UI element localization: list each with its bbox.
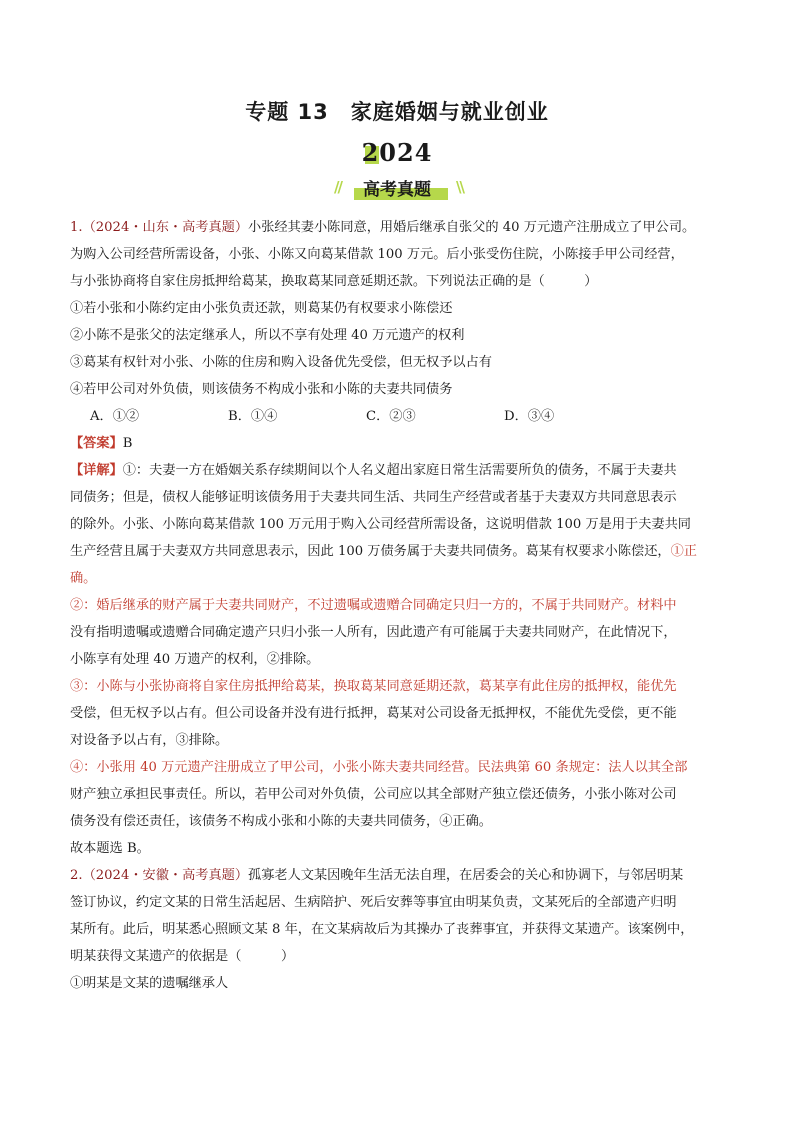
q1-answer <box>70 430 730 457</box>
q2-stem-line: 某所有。此后，明某悉心照顾文某 8 年，在文某病故后为其操办了丧葬事宜，并获得文某遗产。该案例中， <box>70 922 694 937</box>
page-title: 专题 13 家庭婚姻与就业创业 <box>245 100 549 124</box>
q1-detail-line: 【详解】①：夫妻一方在婚姻关系存续期间以个人名义超出家庭日常生活需要所负的债务，不属于夫妻共 <box>70 463 677 478</box>
q1-conclusion: 故本题选 B。 <box>70 841 150 856</box>
q1-stem-line: 为购入公司经营所需设备，小张、小陈又向葛某借款 100 万元。后小张受伤住院，小陈接手甲公司经营， <box>70 247 684 262</box>
q1-detail-4-head: ④：小张用 40 万元遗产注册成立了甲公司，小张小陈夫妻共同经营。民法典第 60 条规定：法人以其全部 <box>70 760 688 775</box>
q1-detail-line: 的除外。小张、小陈向葛某借款 100 万元用于购入公司经营所需设备，这说明借款 100 万是用于夫妻共同 <box>70 517 691 532</box>
answer-label: 【答案】 <box>70 436 123 451</box>
q1-detail-line: 同债务；但是，债权人能够证明该债务用于夫妻共同生活、共同生产经营或者基于夫妻双方共同意思表示 <box>70 490 677 505</box>
q2-stem-line: 2.（2024・安徽・高考真题）孤寡老人文某因晚年生活无法自理，在居委会的关心和协调下，与邻居明某 <box>70 868 684 883</box>
option-b: B．①④ <box>228 409 278 424</box>
option-a: A．①② <box>90 409 140 424</box>
q2-statement: ①明某是文某的遗嘱继承人 <box>70 976 229 991</box>
q1-detail-line: 小陈享有处理 40 万遗产的权利，②排除。 <box>70 652 320 667</box>
q1-detail-line: 没有指明遗嘱或遗赠合同确定遗产只归小张一人所有，因此遗产有可能属于夫妻共同财产，在此情况下， <box>70 625 677 640</box>
q1-stem-line: 1.（2024・山东・高考真题）小张经其妻小陈同意，用婚后继承自张父的 40 万元遗产注册成立了甲公司。 <box>70 220 696 235</box>
q1-source: 1.（2024・山东・高考真题） <box>70 220 249 235</box>
q2-stem-line: 签订协议，约定文某的日常生活起居、生病陪护、死后安葬等事宜由明某负责，文某死后的全部遗产归明 <box>70 895 677 910</box>
detail-label: 【详解】 <box>70 463 123 478</box>
answer-value: B <box>122 436 133 451</box>
q2-source: 2.（2024・安徽・高考真题） <box>70 868 249 883</box>
q1-statement: ③葛某有权针对小张、小陈的住房和购入设备优先受偿，但无权予以占有 <box>70 355 492 370</box>
q1-detail-3-head: ③：小陈与小张协商将自家住房抵押给葛某，换取葛某同意延期还款，葛某享有此住房的抵押权，能优先 <box>70 679 677 694</box>
year-heading: 2024 <box>361 138 433 167</box>
q1-detail-line: 债务没有偿还责任，该债务不构成小张和小陈的夫妻共同债务，④正确。 <box>70 814 492 829</box>
q1-detail-line: 生产经营且属于夫妻双方共同意思表示，因此 100 万债务属于夫妻共同债务。葛某有权要求小陈偿还，①正 <box>70 544 697 559</box>
slash-decoration-right: \\ <box>456 178 463 196</box>
q1-statement: ①若小张和小陈约定由小张负责还款，则葛某仍有权要求小陈偿还 <box>70 301 453 316</box>
q1-detail-line: 受偿，但无权予以占有。但公司设备并没有进行抵押，葛某对公司设备无抵押权，不能优先受偿，更不能 <box>70 706 677 721</box>
q1-options <box>70 403 730 430</box>
slash-decoration-left: // <box>334 178 341 196</box>
q2-stem-line: 明某获得文某遗产的依据是（ ） <box>70 949 295 964</box>
option-d: D．③④ <box>504 409 555 424</box>
q1-statement: ④若甲公司对外负债，则该债务不构成小张和小陈的夫妻共同债务 <box>70 382 453 397</box>
q1-detail-line: 财产独立承担民事责任。所以，若甲公司对外负债，公司应以其全部财产独立偿还债务，小张小陈对公司 <box>70 787 677 802</box>
option-c: C．②③ <box>366 409 416 424</box>
section-badge: 高考真题 <box>363 180 431 200</box>
q1-detail-2-head: ②：婚后继承的财产属于夫妻共同财产，不过遗嘱或遗赠合同确定只归一方的，不属于共同财产。材料中 <box>70 598 677 613</box>
q1-detail-line: 确。 <box>70 571 97 586</box>
q1-statement: ②小陈不是张父的法定继承人，所以不享有处理 40 万元遗产的权利 <box>70 328 465 343</box>
q1-detail-line: 对设备予以占有，③排除。 <box>70 733 229 748</box>
question-content <box>70 214 730 997</box>
q1-stem-line: 与小张协商将自家住房抵押给葛某，换取葛某同意延期还款。下列说法正确的是（ ） <box>70 274 598 289</box>
